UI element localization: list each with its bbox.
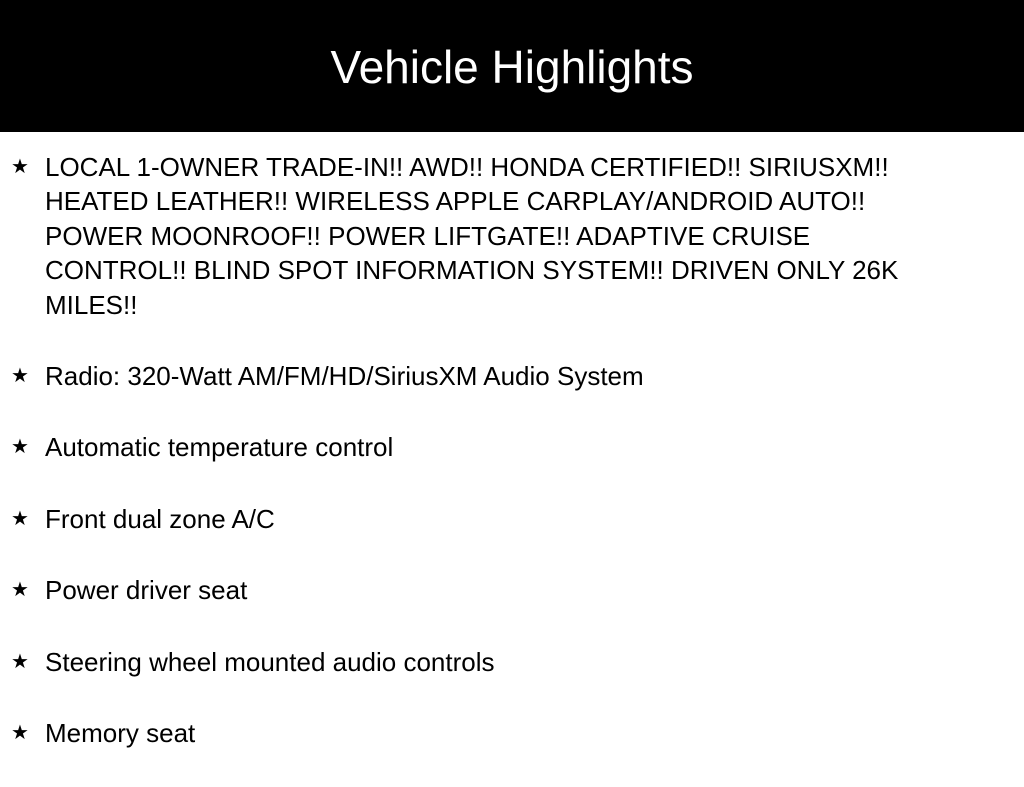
star-bullet-icon: ★ [11,436,29,459]
list-item [0,502,1024,536]
header-bar [0,0,1024,132]
list-item [0,645,1024,679]
list-item [0,359,1024,393]
highlight-text: Memory seat [45,718,196,749]
highlight-text: LOCAL 1-OWNER TRADE-IN!! AWD!! HONDA CERTIFIED!! SIRIUSXM!! HEATED LEATHER!! WIRELESS APPLE CARPLAY/ANDROID AUTO!! POWER MOONROOF!! POWER LIFTGATE!! ADAPTIVE CRUISE CONTROL!! BLIND SPOT INFORMATION SYSTEM!! DRIVEN ONLY 26K MILES!! [45,152,899,320]
star-bullet-icon: ★ [11,579,29,602]
highlight-text: Front dual zone A/C [45,503,275,534]
page-title: Vehicle Highlights [330,41,694,93]
list-item [0,716,1024,750]
highlight-text: Power driver seat [45,575,248,606]
star-bullet-icon: ★ [11,156,29,178]
highlight-text: Radio: 320-Watt AM/FM/HD/SiriusXM Audio System [45,361,644,392]
star-bullet-icon: ★ [11,722,29,745]
star-bullet-icon: ★ [11,650,29,673]
list-item [0,430,1024,464]
highlight-text: Steering wheel mounted audio controls [45,646,495,677]
highlights-list [0,150,1024,787]
highlight-text: Automatic temperature control [45,432,394,463]
list-item [0,150,1024,322]
star-bullet-icon: ★ [11,507,29,530]
star-bullet-icon: ★ [11,365,29,388]
list-item [0,573,1024,607]
